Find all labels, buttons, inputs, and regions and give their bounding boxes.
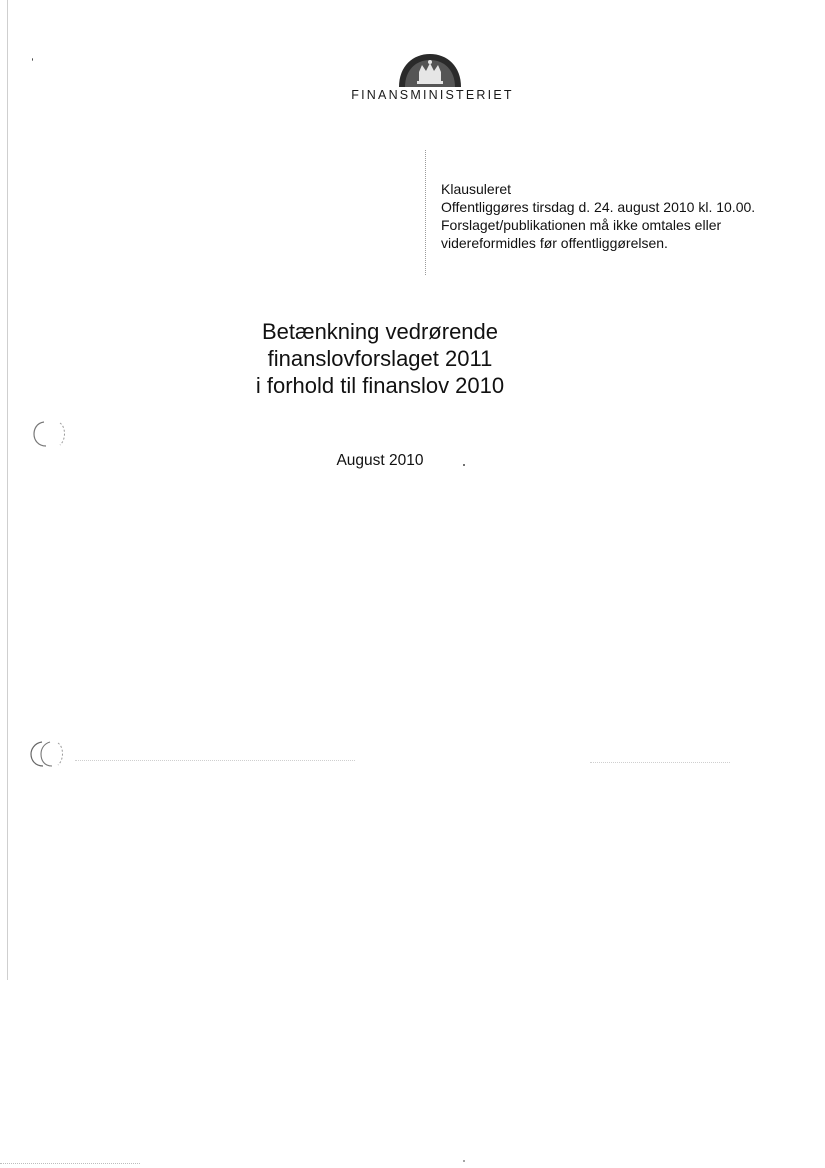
punch-hole-mark-bottom (28, 738, 66, 770)
report-title-line-2: finanslovforslaget 2011 (267, 346, 493, 371)
embargo-line-2: Forslaget/publikationen må ikke omtales eller (441, 217, 722, 233)
report-title-line-1: Betænkning vedrørende (261, 319, 499, 344)
crown-emblem-icon (395, 52, 465, 88)
scan-left-edge (7, 0, 8, 980)
scan-speck (32, 58, 33, 61)
embargo-line-3: videreformidles før offentliggørelsen. (441, 235, 668, 251)
restriction-divider (425, 150, 427, 275)
punch-hole-mark-top (30, 418, 68, 450)
report-title-line-3: i forhold til finanslov 2010 (255, 373, 505, 398)
report-title (220, 318, 540, 399)
scan-artifact-line (75, 760, 355, 761)
embargo-line-1: Offentliggøres tirsdag d. 24. august 2010 kl. 10.00. (441, 199, 756, 215)
ministry-name: FINANSMINISTERIET (351, 88, 514, 102)
report-date: August 2010 (336, 452, 424, 469)
embargo-heading: Klausuleret (441, 181, 512, 197)
embargo-notice (441, 180, 811, 252)
scan-artifact-line (590, 762, 730, 763)
scan-speck (463, 1160, 465, 1162)
scan-artifact-line (0, 1163, 140, 1164)
scan-speck (463, 464, 465, 466)
